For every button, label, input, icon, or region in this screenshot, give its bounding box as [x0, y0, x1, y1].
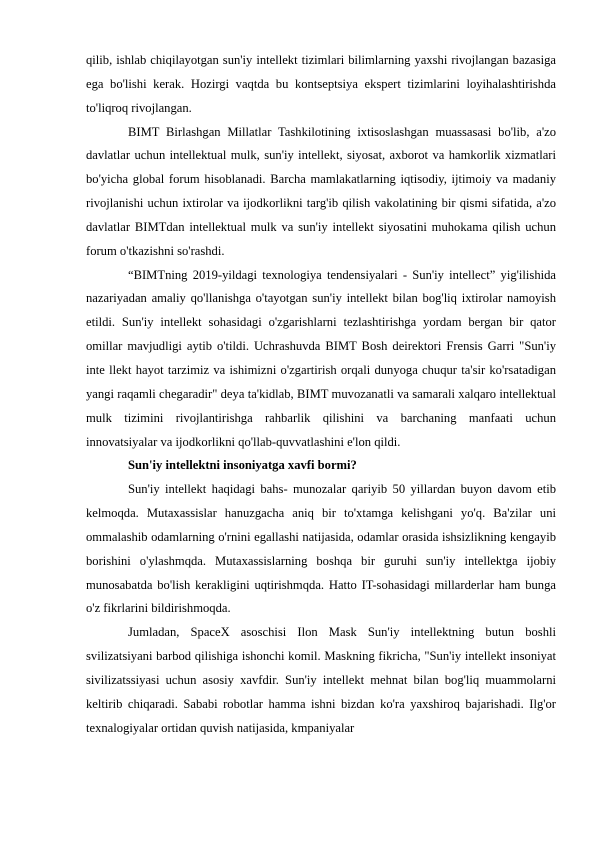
- paragraph-elon-musk: Jumladan, SpaceX asoschisi Ilon Mask Sun'iy intellektning butun boshli svilizatsiyani barbod qilishiga ishonchi komil. Maskning fikricha, "Sun'iy intellekt insoniyat sivilizatssiyasi uchun asosiy xavfdir. Sun'iy intellekt mehnat bilan bog'liq muammolarni keltirib chiqaradi. Sababi robotlar hamma ishni bizdan ko'ra yaxshiroq bajarishadi. Ilg'or texnalogiyalar ortidan quvish natijasida, kmpaniyalar: [86, 625, 556, 735]
- document-page: [86, 49, 556, 740]
- paragraph-bimt-2019: “BIMTning 2019-yildagi texnologiya tendensiyalari - Sun'iy intellect” yig'ilishida nazariyadan amaliy qo'llanishga o'tayotgan sun'iy intellekt bilan bog'liq ixtirolar namoyish etildi. Sun'iy intellekt sohasidagi o'zgarishlarni tezlashtirishga yordam bergan bir qator omillar mavjudligi aytib o'tildi. Uchrashuvda BIMT Bosh deirektori Frensis Garri "Sun'iy inte llekt hayot tarzimiz va ishimizni o'zgartirish orqali dunyoga chuqur ta'sir ko'rsatadigan yangi raqamli chegaradir" deya ta'kidlab, BIMT muvozanatli va samarali xalqaro intellektual mulk tizimini rivojlantirishga rahbarlik qilishini va barchaning manfaati uchun innovatsiyalar va ijodkorlikni qo'llab-quvvatlashini e'lon qildi.: [86, 267, 556, 449]
- paragraph-knowledge-base: qilib, ishlab chiqilayotgan sun'iy intellekt tizimlari bilimlarning yaxshi rivojlangan bazasiga ega bo'lishi kerak. Hozirgi vaqtda bu kontseptsiya ekspert tizimlarini loyihalashtirishda to'liqroq rivojlangan.: [86, 53, 556, 115]
- section-heading: Sun'iy intellektni insoniyatga xavfi bormi?: [128, 458, 357, 473]
- paragraph-ai-debate: Sun'iy intellekt haqidagi bahs- munozalar qariyib 50 yillardan buyon davom etib kelmoqda. Mutaxassislar hanuzgacha aniq bir to'xtamga kelishgani yo'q. Ba'zilar uni ommalashib odamlarning o'rnini egallashi natijasida, odamlar orasida ishsizlikning kengayib borishini o'ylashmqda. Mutaxassislarning boshqa bir guruhi sun'iy intellektga ijobiy munosabatda bo'lish kerakligini uqtirishmqda. Hatto IT-sohasidagi millarderlar ham bunga o'z fikrlarini bildirishmoqda.: [86, 482, 556, 616]
- paragraph-bimt-intro: BIMT Birlashgan Millatlar Tashkilotining ixtisoslashgan muassasasi bo'lib, a'zo davlatlar uchun intellektual mulk, sun'iy intellekt, siyosat, axborot va hamkorlik xizmatlari bo'yicha global forum hisoblanadi. Barcha mamlakatlarning iqtisodiy, ijtimoiy va madaniy rivojlanishi uchun ixtirolar va ijodkorlikni targ'ib qilish vakolatining bir qismi sifatida, a'zo davlatlar BIMTdan intellektual mulk va sun'iy intellekt siyosatini muhokama qilish uchun forum o'tkazishni so'rashdi.: [86, 124, 556, 258]
